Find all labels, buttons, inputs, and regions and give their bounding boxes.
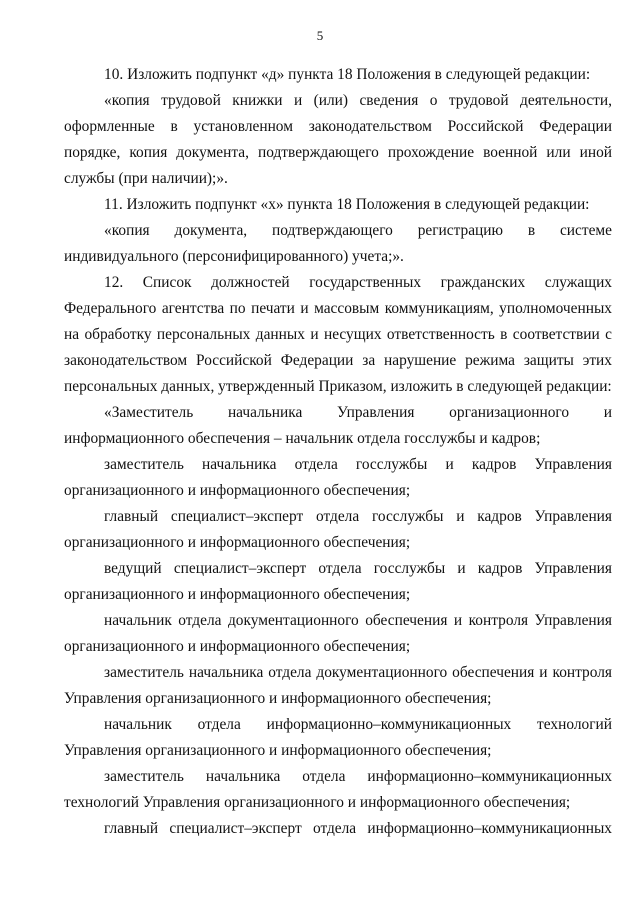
list-item-position: заместитель начальника отдела документационного обеспечения и контроля Управления организационного и информационного обеспечения; — [64, 664, 612, 707]
paragraph-item-11: 11. Изложить подпункт «х» пункта 18 Положения в следующей редакции: — [104, 196, 590, 213]
document-body — [64, 62, 612, 842]
paragraph-quote-registration: «копия документа, подтверждающего регистрацию в системе индивидуального (персонифицированного) учета;». — [64, 222, 612, 265]
paragraph-quote-labor-book: «копия трудовой книжки и (или) сведения о трудовой деятельности, оформленные в установленном законодательством Российской Федерации порядке, копия документа, подтверждающего прохождение военной или иной службы (при наличии);». — [64, 92, 612, 187]
list-item-position: заместитель начальника отдела информационно–коммуникационных технологий Управления организационного и информационного обеспечения; — [64, 768, 612, 811]
list-item-position: заместитель начальника отдела госслужбы и кадров Управления организационного и информационного обеспечения; — [64, 456, 612, 499]
list-item-position: «Заместитель начальника Управления организационного и информационного обеспечения – начальник отдела госслужбы и кадров; — [64, 404, 612, 447]
list-item-position: начальник отдела информационно–коммуникационных технологий Управления организационного и информационного обеспечения; — [64, 716, 612, 759]
list-item-position: начальник отдела документационного обеспечения и контроля Управления организационного и информационного обеспечения; — [64, 612, 612, 655]
paragraph-item-10: 10. Изложить подпункт «д» пункта 18 Положения в следующей редакции: — [104, 66, 591, 83]
list-item-position: главный специалист–эксперт отдела госслужбы и кадров Управления организационного и информационного обеспечения; — [64, 508, 612, 551]
paragraph-item-12: 12. Список должностей государственных гражданских служащих Федерального агентства по печати и массовым коммуникациям, уполномоченных на обработку персональных данных и несущих ответственность в соответствии с законодательством Российской Федерации за нарушение режима защиты этих персональных данных, утвержденный Приказом, изложить в следующей редакции: — [64, 274, 612, 395]
page-number: 5 — [316, 28, 324, 43]
list-item-position: ведущий специалист–эксперт отдела госслужбы и кадров Управления организационного и информационного обеспечения; — [64, 560, 612, 603]
list-item-position: главный специалист–эксперт отдела информационно–коммуникационных — [104, 820, 612, 837]
